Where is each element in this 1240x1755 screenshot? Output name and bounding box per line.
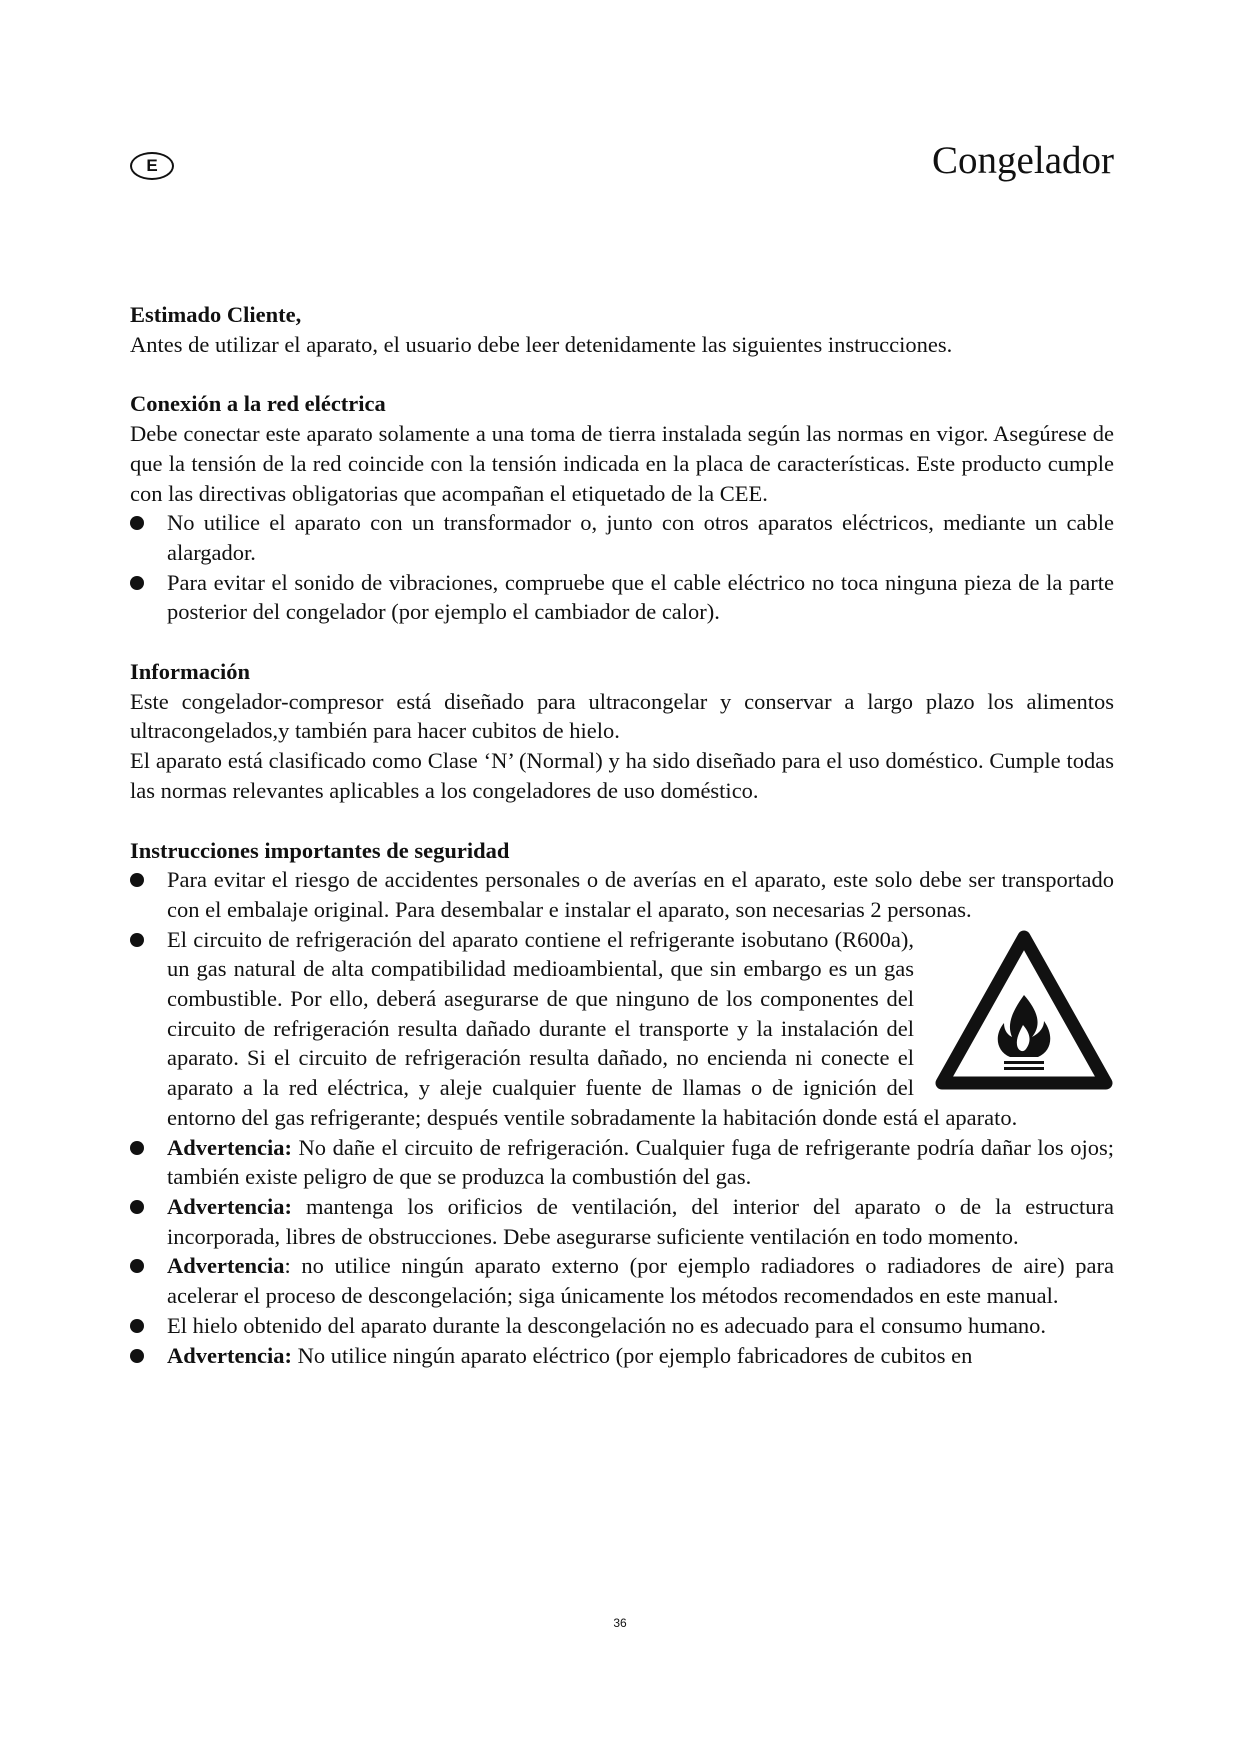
flammable-warning-icon	[934, 927, 1114, 1093]
info-text-1: Este congelador-compresor está diseñado para ultracongelar y conservar a largo plazo los alimentos ultracongelados,y también para hacer cubitos de hielo.	[130, 688, 1114, 744]
bullet-icon	[130, 1141, 144, 1155]
safety-bullets	[130, 865, 1114, 1370]
greeting-heading: Estimado Cliente,	[130, 302, 302, 327]
list-item: Para evitar el sonido de vibraciones, compruebe que el cable eléctrico no toca ninguna pieza de la parte posterior del congelador (por ejemplo el cambiador de calor).	[130, 568, 1114, 627]
bullet-icon	[130, 516, 144, 530]
document-body	[130, 300, 1114, 1370]
list-item: Advertencia: no utilice ningún aparato externo (por ejemplo radiadores o radiadores de aire) para acelerar el proceso de descongelación; siga únicamente los métodos recomendados en este manual.	[130, 1251, 1114, 1310]
list-item: El circuito de refrigeración del aparato contiene el refrigerante isobutano (R600a), un gas natural de alta compatibilidad medioambiental, que sin embargo es un gas combustible. Por ello, deberá asegurarse de que ninguno de los componentes del circuito de refrigeración resulta dañado durante el transporte y la instalación del aparato. Si el circuito de refrigeración resulta dañado, no encienda ni conecte el aparato a la red eléctrica, y aleje cualquier fuente de llamas o de ignición del entorno del gas refrigerante; después ventile sobradamente la habitación donde está el aparato.	[130, 925, 1114, 1133]
language-code: E	[146, 156, 158, 175]
bullet-icon	[130, 1200, 144, 1214]
list-item: Advertencia: No dañe el circuito de refrigeración. Cualquier fuga de refrigerante podría dañar los ojos; también existe peligro de que se produzca la combustión del gas.	[130, 1133, 1114, 1192]
bullet-icon	[130, 873, 144, 887]
connection-text: Debe conectar este aparato solamente a una toma de tierra instalada según las normas en vigor. Asegúrese de que la tensión de la red coincide con la tensión indicada en la placa de características. Este producto cumple con las directivas obligatorias que acompañan el etiquetado de la CEE.	[130, 421, 1114, 506]
page-number: 36	[613, 1616, 627, 1630]
bullet-icon	[130, 1259, 144, 1273]
page-title: Congelador	[932, 139, 1114, 182]
connection-heading: Conexión a la red eléctrica	[130, 391, 386, 417]
greeting-text: Antes de utilizar el aparato, el usuario debe leer detenidamente las siguientes instrucciones.	[130, 331, 953, 357]
language-badge	[130, 152, 174, 180]
list-item: El hielo obtenido del aparato durante la descongelación no es adecuado para el consumo humano.	[130, 1311, 1114, 1341]
list-item: Advertencia: mantenga los orificios de ventilación, del interior del aparato o de la estructura incorporada, libres de obstrucciones. Debe asegurarse suficiente ventilación en todo momento.	[130, 1192, 1114, 1251]
list-item: No utilice el aparato con un transformador o, junto con otros aparatos eléctricos, mediante un cable alargador.	[130, 508, 1114, 567]
bullet-icon	[130, 576, 144, 590]
list-item: Advertencia: No utilice ningún aparato eléctrico (por ejemplo fabricadores de cubitos en	[130, 1341, 1114, 1371]
info-heading: Información	[130, 659, 250, 685]
list-item: Para evitar el riesgo de accidentes personales o de averías en el aparato, este solo debe ser transportado con el embalaje original. Para desembalar e instalar el aparato, son necesarias 2 personas.	[130, 865, 1114, 924]
bullet-icon	[130, 1319, 144, 1333]
safety-heading: Instrucciones importantes de seguridad	[130, 837, 510, 863]
bullet-icon	[130, 1349, 144, 1363]
connection-bullets	[130, 508, 1114, 627]
bullet-icon	[130, 933, 144, 947]
info-text-2: El aparato está clasificado como Clase ‘N’ (Normal) y ha sido diseñado para el uso doméstico. Cumple todas las normas relevantes aplicables a los congeladores de uso doméstico.	[130, 748, 1114, 803]
